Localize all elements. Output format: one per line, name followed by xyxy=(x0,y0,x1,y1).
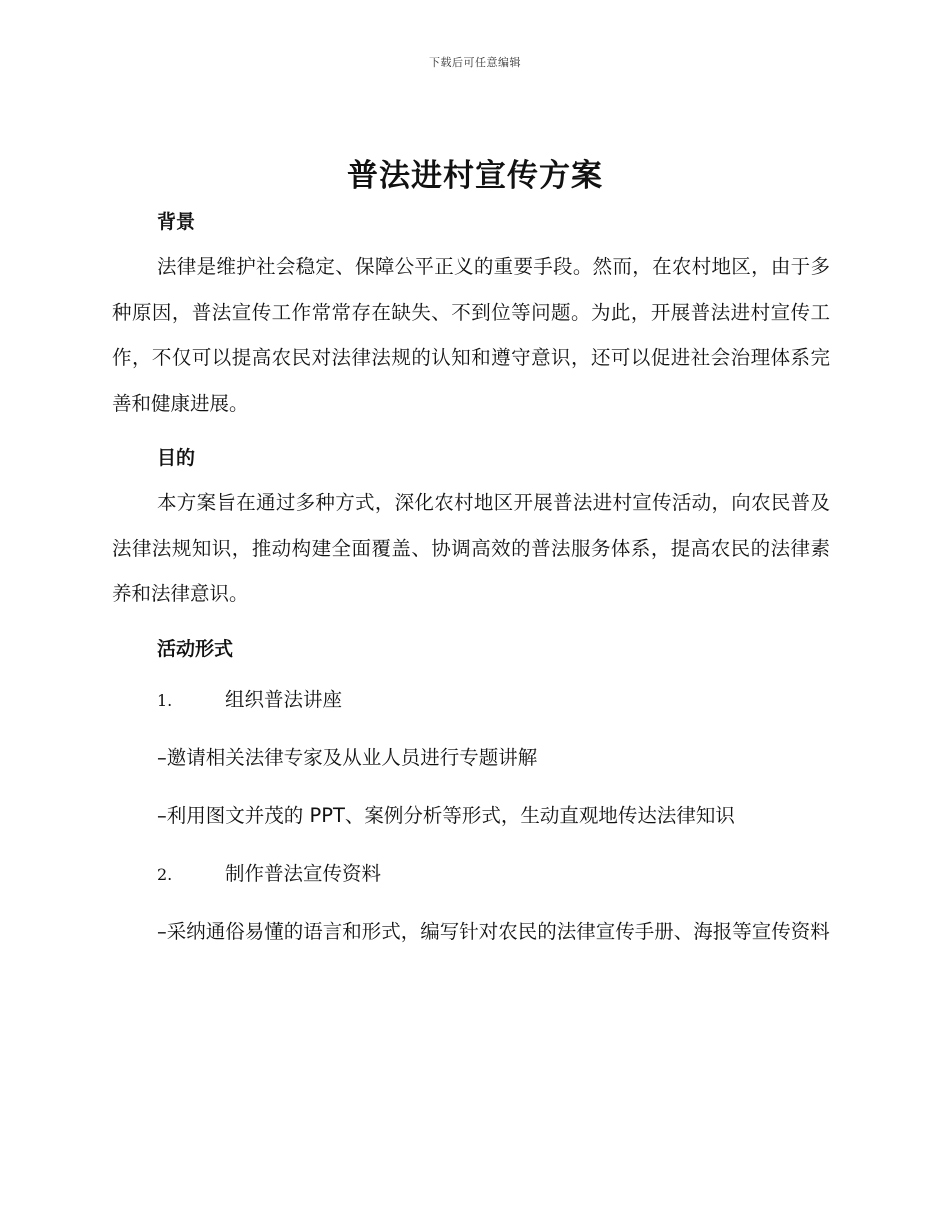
document-body xyxy=(112,200,830,967)
page-header-note: 下载后可任意编辑 xyxy=(429,56,521,69)
paragraph-purpose: 本方案旨在通过多种方式，深化农村地区开展普法进村宣传活动，向农民普及法律法规知识，推动构建全面覆盖、协调高效的普法服务体系，提高农民的法律素养和法律意识。 xyxy=(112,491,830,605)
activity-item-number: 2. xyxy=(157,864,173,884)
spacer xyxy=(112,617,830,627)
activity-bullet: –采纳通俗易懂的语言和形式，编写针对农民的法律宣传手册、海报等宣传资料 xyxy=(157,919,830,943)
activity-bullet: –邀请相关法律专家及从业人员进行专题讲解 xyxy=(157,745,538,769)
activity-item-title: 组织普法讲座 xyxy=(225,687,343,711)
activity-item-title: 制作普法宣传资料 xyxy=(225,861,382,885)
activity-item-1 xyxy=(157,671,830,729)
paragraph-background: 法律是维护社会稳定、保障公平正义的重要手段。然而，在农村地区，由于多种原因，普法宣传工作常常存在缺失、不到位等问题。为此，开展普法进村宣传工作，不仅可以提高农民对法律法规的认知和遵守意识，还可以促进社会治理体系完善和健康进展。 xyxy=(112,255,830,415)
section-heading-purpose: 目的 xyxy=(157,447,196,469)
activity-bullet: –利用图文并茂的 PPT、案例分析等形式，生动直观地传达法律知识 xyxy=(157,803,735,827)
activity-item-number: 1. xyxy=(157,690,173,710)
section-heading-activities: 活动形式 xyxy=(157,637,234,660)
document-title: 普法进村宣传方案 xyxy=(347,158,603,194)
spacer xyxy=(112,426,830,436)
activity-item-2 xyxy=(157,845,830,903)
section-heading-background: 背景 xyxy=(157,211,196,233)
